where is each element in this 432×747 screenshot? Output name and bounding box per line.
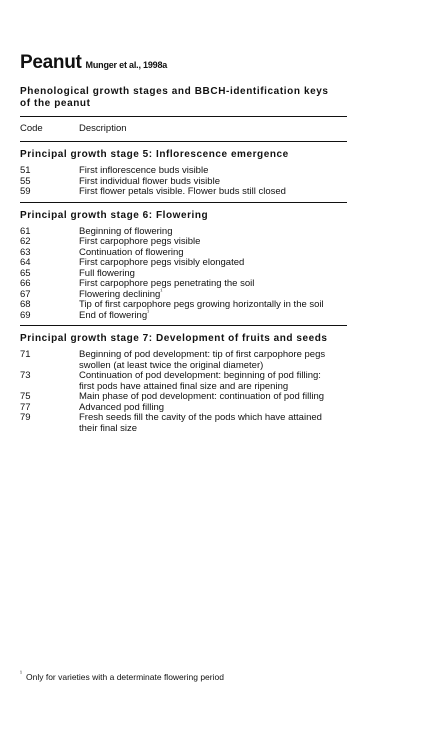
- table-row: [20, 187, 347, 198]
- stage-5-title: Principal growth stage 5: Inflorescence emergence: [20, 149, 289, 160]
- row-description: First inflorescence buds visible: [79, 165, 209, 176]
- row-description: Beginning of flowering: [79, 225, 173, 237]
- row-description-line: Main phase of pod development: continuation of pod filling: [79, 391, 325, 402]
- table-row: [20, 237, 347, 248]
- row-description-line: their final size: [79, 422, 138, 434]
- footnote-text: Only for varieties with a determinate flowering period: [26, 672, 224, 682]
- row-code: 75: [20, 391, 31, 402]
- column-header-code: Code: [20, 123, 43, 134]
- caption-line-2: of the peanut: [20, 98, 91, 109]
- footnote-reference: ¹: [160, 288, 163, 295]
- row-description: [79, 392, 347, 403]
- footnote: [20, 672, 224, 682]
- document-title: [20, 52, 347, 74]
- row-description: [79, 311, 347, 322]
- row-code: 73: [20, 370, 31, 381]
- row-code: 71: [20, 349, 31, 360]
- row-description: First carpophore pegs penetrating the soil: [79, 278, 255, 289]
- row-code: 51: [20, 165, 31, 176]
- row-code: 64: [20, 257, 31, 268]
- stage-7-title: Principal growth stage 7: Development of fruits and seeds: [20, 333, 328, 344]
- row-description: Tip of first carpophore pegs growing horizontally in the soil: [79, 299, 324, 310]
- table-row: [20, 311, 347, 322]
- row-code: 66: [20, 278, 31, 289]
- table-row: [20, 371, 347, 392]
- row-description: First carpophore pegs visible: [79, 236, 201, 247]
- row-description-line: Beginning of pod development: tip of first carpophore pegs: [79, 349, 326, 360]
- row-description: Continuation of flowering: [79, 246, 184, 258]
- stage-6-title: Principal growth stage 6: Flowering: [20, 209, 209, 221]
- row-description-line: first pods have attained final size and are ripening: [79, 380, 289, 392]
- citation: Munger et al., 1998a: [85, 60, 168, 70]
- table-row: [20, 300, 347, 311]
- row-description-line: Fresh seeds fill the cavity of the pods which have attained: [79, 412, 322, 423]
- row-description-text: Flowering declining: [79, 288, 161, 300]
- row-code: 68: [20, 299, 31, 310]
- row-description-line: Advanced pod filling: [79, 401, 165, 413]
- row-code: 67: [20, 288, 31, 300]
- table-row: [20, 413, 347, 434]
- row-code: 77: [20, 401, 31, 413]
- column-header-description: Description: [79, 123, 127, 134]
- table-header-row: [20, 117, 347, 142]
- footnote-reference: ¹: [147, 309, 150, 316]
- table-row: [20, 166, 347, 177]
- row-description: [79, 413, 347, 434]
- row-code: 61: [20, 225, 31, 237]
- stage-7-rows: [20, 350, 347, 438]
- footnote-mark: ¹: [20, 671, 22, 677]
- row-description-text: End of flowering: [79, 309, 148, 321]
- row-description: First carpophore pegs visibly elongated: [79, 257, 245, 268]
- table-row: [20, 350, 347, 371]
- row-description-line: swollen (at least twice the original diameter): [79, 359, 264, 371]
- row-code: 63: [20, 246, 31, 258]
- row-code: 65: [20, 267, 31, 279]
- crop-name: Peanut: [20, 52, 82, 73]
- stage-6-rows: [20, 227, 347, 327]
- table-row: [20, 279, 347, 290]
- row-code: 55: [20, 175, 31, 187]
- table-caption: [20, 86, 347, 110]
- document-page: [20, 52, 347, 438]
- row-code: 79: [20, 412, 31, 423]
- row-description: [79, 371, 347, 392]
- row-description: Full flowering: [79, 267, 135, 279]
- stage-5-rows: [20, 166, 347, 203]
- row-code: 62: [20, 236, 31, 247]
- row-description: First flower petals visible. Flower buds still closed: [79, 186, 286, 197]
- row-description-line: Continuation of pod development: beginning of pod filling:: [79, 370, 321, 381]
- row-description: [79, 350, 347, 371]
- row-code: 69: [20, 309, 31, 321]
- caption-line-1: Phenological growth stages and BBCH-identification keys: [20, 86, 329, 97]
- row-code: 59: [20, 186, 31, 197]
- table-row: [20, 392, 347, 403]
- row-description: First individual flower buds visible: [79, 175, 220, 187]
- table-row: [20, 258, 347, 269]
